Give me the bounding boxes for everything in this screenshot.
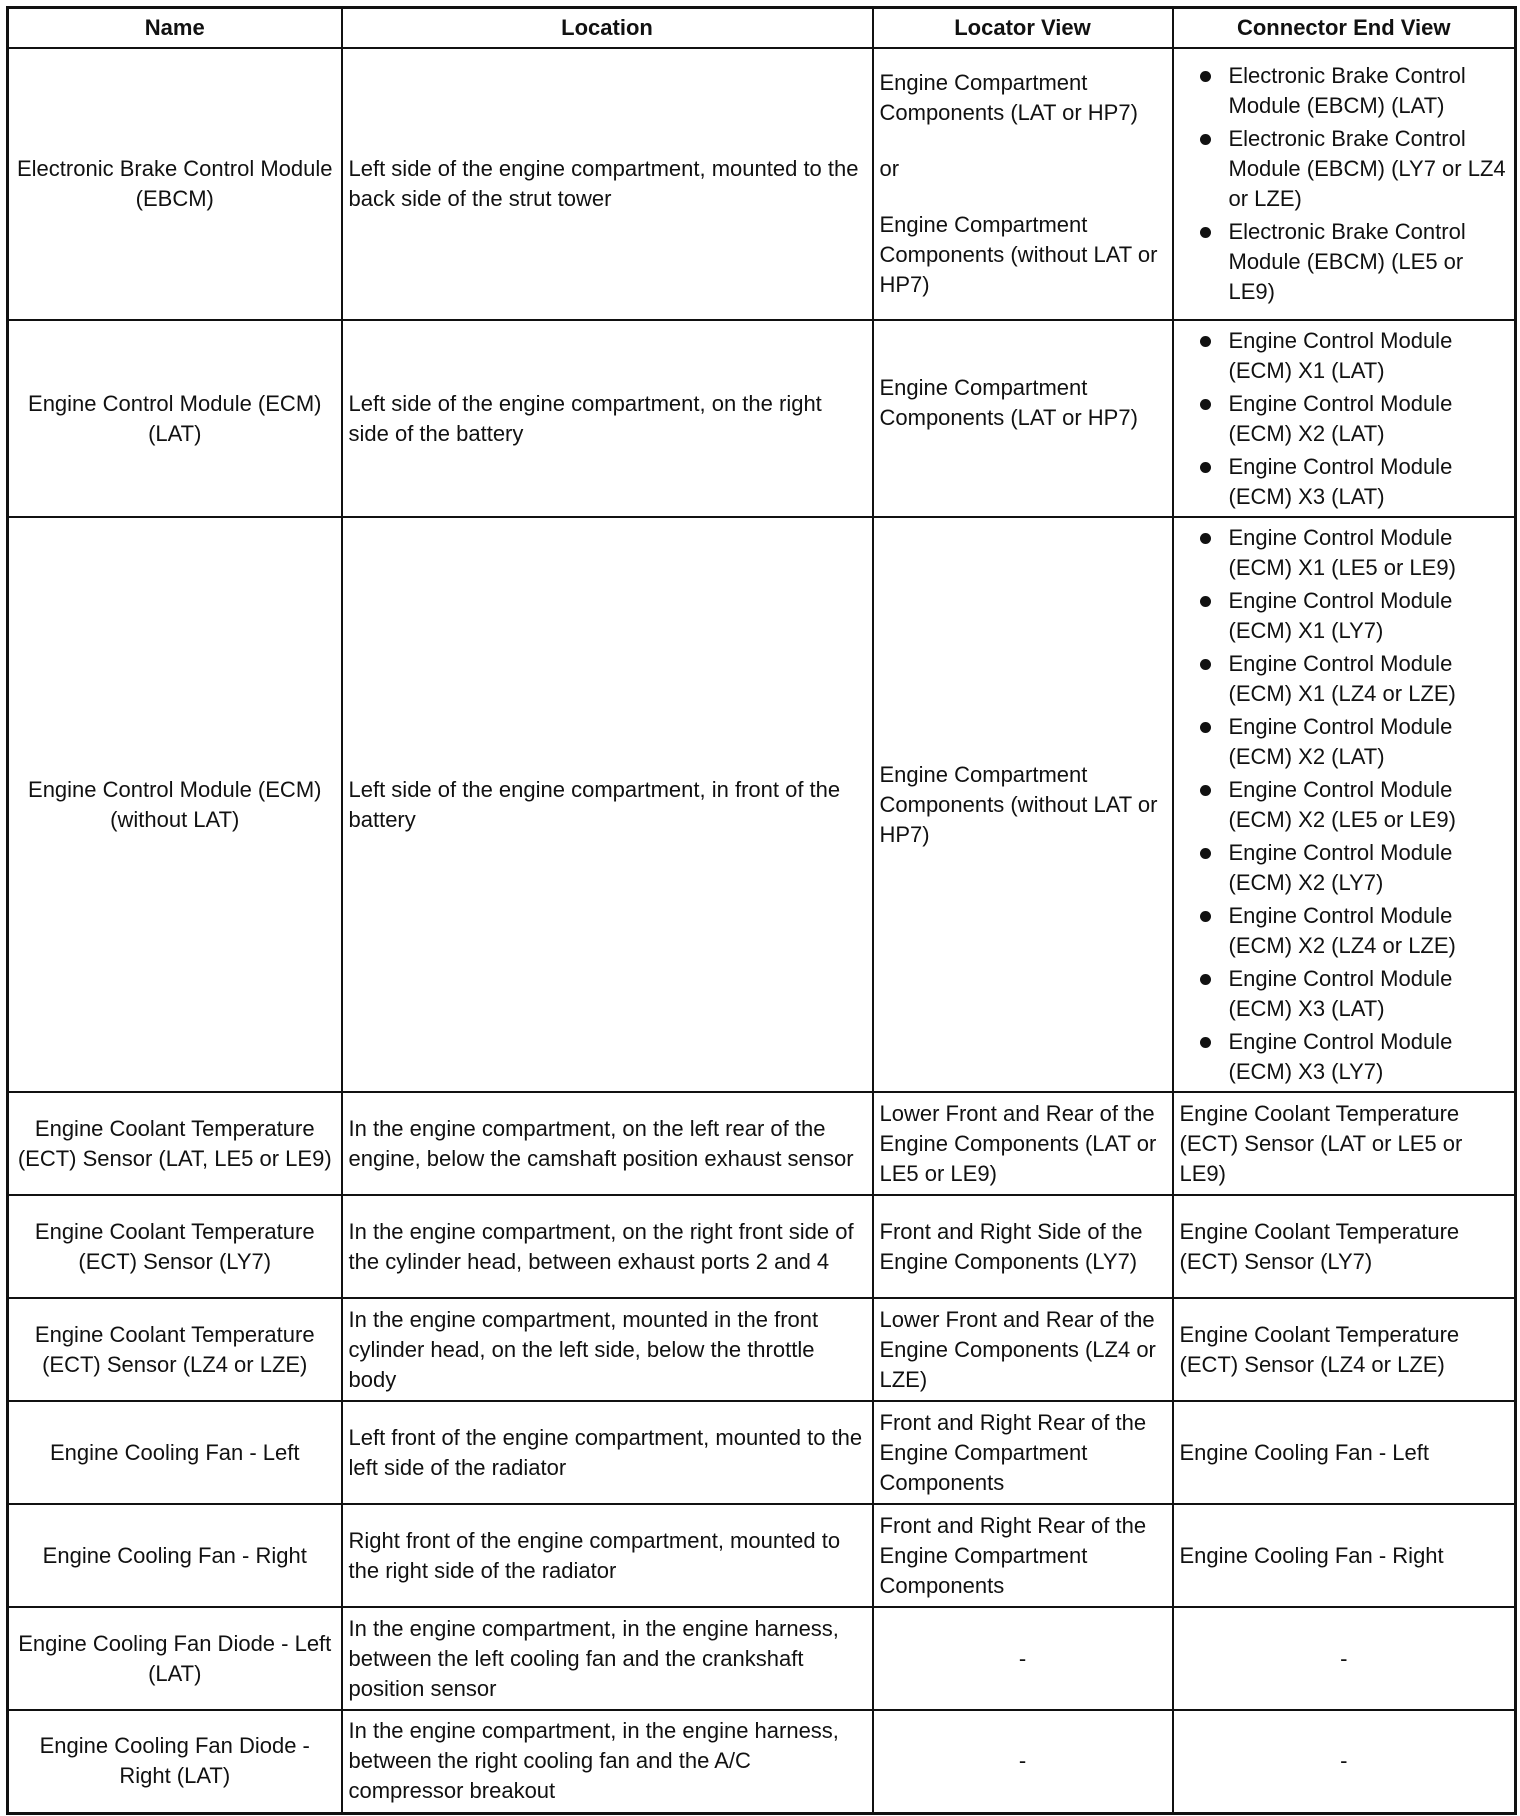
connector-link[interactable]: Engine Control Module (ECM) X2 (LAT) [1180,712,1509,772]
table-row [8,1195,1516,1298]
connector-list [1180,326,1509,512]
locator-cell [873,1195,1173,1298]
locator-cell [873,1401,1173,1504]
spacer [880,128,1166,154]
table-row [8,1504,1516,1607]
locator-cell [873,48,1173,320]
header-connector-end-view: Connector End View [1173,8,1516,49]
name-cell: Engine Coolant Temperature (ECT) Sensor (LY7) [8,1195,342,1298]
location-cell: In the engine compartment, on the right front side of the cylinder head, between exhaust ports 2 and 4 [342,1195,873,1298]
name-cell: Engine Control Module (ECM) (LAT) [8,320,342,517]
location-cell: Left front of the engine compartment, mounted to the left side of the radiator [342,1401,873,1504]
table-row [8,1607,1516,1710]
header-row [8,8,1516,49]
name-cell: Engine Coolant Temperature (ECT) Sensor (LAT, LE5 or LE9) [8,1092,342,1195]
location-cell: In the engine compartment, on the left rear of the engine, below the camshaft position exhaust sensor [342,1092,873,1195]
locator-link[interactable]: Lower Front and Rear of the Engine Components (LZ4 or LZE) [879,1306,1156,1392]
name-cell: Engine Coolant Temperature (ECT) Sensor (LZ4 or LZE) [8,1298,342,1401]
locator-link[interactable]: Front and Right Side of the Engine Components (LY7) [879,1218,1143,1274]
connector-cell-empty: - [1173,1710,1516,1813]
locator-link[interactable]: Engine Compartment Components (LAT or HP7) [879,70,1138,125]
connector-link[interactable]: Engine Control Module (ECM) X2 (LZ4 or LZE) [1180,901,1509,961]
name-cell: Engine Cooling Fan Diode - Right (LAT) [8,1710,342,1813]
locator-link[interactable]: Engine Compartment Components (without LAT or HP7) [879,212,1158,297]
locator-link[interactable]: Front and Right Rear of the Engine Compartment Components [879,1512,1147,1598]
location-cell: In the engine compartment, in the engine harness, between the right cooling fan and the A/C compressor breakout [342,1710,873,1813]
table-row [8,1298,1516,1401]
component-locator-table-wrapper [6,6,1517,1815]
connector-link[interactable]: Engine Control Module (ECM) X3 (LY7) [1180,1027,1509,1087]
locator-link[interactable]: Front and Right Rear of the Engine Compartment Components [879,1409,1147,1495]
connector-link[interactable]: Engine Control Module (ECM) X1 (LZ4 or LZE) [1180,649,1509,709]
connector-cell[interactable]: Engine Cooling Fan - Right [1173,1504,1516,1607]
connector-cell[interactable]: Engine Cooling Fan - Left [1173,1401,1516,1504]
connector-cell [1173,320,1516,517]
location-cell: Left side of the engine compartment, on the right side of the battery [342,320,873,517]
connector-cell[interactable]: Engine Coolant Temperature (ECT) Sensor (LZ4 or LZE) [1173,1298,1516,1401]
header-name: Name [8,8,342,49]
location-cell: Right front of the engine compartment, mounted to the right side of the radiator [342,1504,873,1607]
location-cell: Left side of the engine compartment, in front of the battery [342,517,873,1092]
header-location: Location [342,8,873,49]
connector-link[interactable]: Engine Control Module (ECM) X1 (LE5 or LE9) [1180,523,1509,583]
locator-link[interactable]: Lower Front and Rear of the Engine Components (LAT or LE5 or LE9) [879,1100,1157,1186]
location-cell: Left side of the engine compartment, mounted to the back side of the strut tower [342,48,873,320]
locator-cell [873,1298,1173,1401]
connector-link[interactable]: Engine Control Module (ECM) X3 (LAT) [1180,452,1509,512]
connector-cell [1173,48,1516,320]
connector-link[interactable]: Electronic Brake Control Module (EBCM) (LAT) [1180,61,1509,121]
connector-link[interactable]: Electronic Brake Control Module (EBCM) (LE5 or LE9) [1180,217,1509,307]
locator-cell-empty: - [873,1607,1173,1710]
connector-list [1180,61,1509,307]
name-cell: Engine Control Module (ECM) (without LAT) [8,517,342,1092]
connector-cell[interactable]: Engine Coolant Temperature (ECT) Sensor (LAT or LE5 or LE9) [1173,1092,1516,1195]
name-cell: Engine Cooling Fan - Right [8,1504,342,1607]
locator-cell [873,1504,1173,1607]
locator-separator: or [879,156,900,181]
name-cell: Engine Cooling Fan - Left [8,1401,342,1504]
connector-link[interactable]: Electronic Brake Control Module (EBCM) (LY7 or LZ4 or LZE) [1180,124,1509,214]
location-cell: In the engine compartment, in the engine harness, between the left cooling fan and the crankshaft position sensor [342,1607,873,1710]
header-locator-view: Locator View [873,8,1173,49]
component-locator-table [6,6,1517,1815]
connector-link[interactable]: Engine Control Module (ECM) X1 (LY7) [1180,586,1509,646]
connector-cell [1173,517,1516,1092]
connector-cell[interactable]: Engine Coolant Temperature (ECT) Sensor (LY7) [1173,1195,1516,1298]
connector-list [1180,523,1509,1087]
locator-cell [873,1092,1173,1195]
location-cell: In the engine compartment, mounted in the front cylinder head, on the left side, below the throttle body [342,1298,873,1401]
table-row [8,517,1516,1092]
name-cell: Engine Cooling Fan Diode - Left (LAT) [8,1607,342,1710]
table-row [8,320,1516,517]
locator-cell-empty: - [873,1710,1173,1813]
locator-cell [873,320,1173,517]
spacer [880,184,1166,210]
locator-link[interactable]: Engine Compartment Components (without LAT or HP7) [879,761,1158,847]
locator-cell [873,517,1173,1092]
connector-link[interactable]: Engine Control Module (ECM) X2 (LAT) [1180,389,1509,449]
table-row [8,48,1516,320]
connector-link[interactable]: Engine Control Module (ECM) X1 (LAT) [1180,326,1509,386]
connector-cell-empty: - [1173,1607,1516,1710]
connector-link[interactable]: Engine Control Module (ECM) X3 (LAT) [1180,964,1509,1024]
table-row [8,1710,1516,1813]
connector-link[interactable]: Engine Control Module (ECM) X2 (LE5 or LE9) [1180,775,1509,835]
name-cell: Electronic Brake Control Module (EBCM) [8,48,342,320]
connector-link[interactable]: Engine Control Module (ECM) X2 (LY7) [1180,838,1509,898]
table-row [8,1401,1516,1504]
table-row [8,1092,1516,1195]
locator-link[interactable]: Engine Compartment Components (LAT or HP7) [879,375,1138,430]
